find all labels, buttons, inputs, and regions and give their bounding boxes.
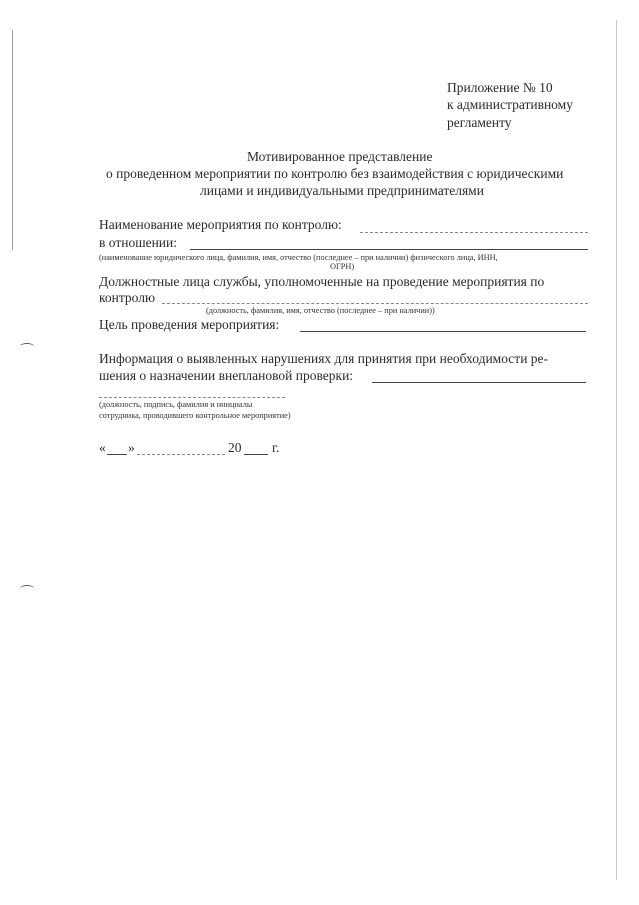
appendix-line-2: к административному bbox=[447, 97, 573, 112]
signature-note-line-2: сотрудника, проводившего контрольное мероприятие) bbox=[99, 411, 291, 420]
date-close-quote: » bbox=[128, 440, 135, 455]
regarding-line bbox=[190, 249, 588, 250]
purpose-label: Цель проведения мероприятия: bbox=[99, 317, 280, 332]
regarding-note-line-2: ОГРН) bbox=[330, 262, 355, 271]
appendix-line-3: регламенту bbox=[447, 115, 512, 130]
scan-mark bbox=[20, 585, 34, 592]
date-year-suffix: г. bbox=[272, 440, 280, 455]
scan-edge-left bbox=[12, 30, 13, 250]
violations-text-line-1: Информация о выявленных нарушениях для принятия при необходимости ре- bbox=[99, 351, 549, 366]
appendix-line-1: Приложение № 10 bbox=[447, 80, 553, 95]
document-title-line-3: лицами и индивидуальными предпринимателями bbox=[200, 183, 484, 198]
purpose-line bbox=[300, 331, 586, 332]
date-year-line bbox=[244, 454, 268, 455]
signature-note-line-1: (должность, подпись, фамилия и инициалы bbox=[99, 400, 253, 409]
date-month-line bbox=[137, 454, 225, 455]
scan-mark bbox=[20, 343, 34, 350]
date-day-line bbox=[107, 454, 127, 455]
regarding-note-line-1: (наименование юридического лица, фамилия, имя, отчество (последнее – при наличии) физического лица, ИНН, bbox=[99, 253, 498, 262]
document-title-line-2: о проведенном мероприятии по контролю без взаимодействия с юридическими bbox=[106, 166, 564, 181]
regarding-label: в отношении: bbox=[99, 235, 178, 250]
document-title-line-1: Мотивированное представление bbox=[247, 149, 433, 164]
scan-edge-right bbox=[616, 20, 617, 880]
date-year-prefix: 20 bbox=[228, 440, 242, 455]
officials-line bbox=[162, 303, 588, 304]
date-open-quote: « bbox=[99, 440, 106, 455]
officials-text-line-1: Должностные лица службы, уполномоченные на проведение мероприятия по bbox=[99, 274, 545, 289]
violations-line bbox=[372, 382, 586, 383]
signature-line bbox=[99, 397, 285, 398]
violations-text-line-2: шения о назначении внеплановой проверки: bbox=[99, 368, 354, 383]
officials-text-line-2: контролю bbox=[99, 290, 156, 305]
event-name-line bbox=[360, 232, 588, 233]
event-name-label: Наименование мероприятия по контролю: bbox=[99, 217, 342, 232]
officials-note: (должность, фамилия, имя, отчество (последнее – при наличии)) bbox=[206, 306, 435, 315]
